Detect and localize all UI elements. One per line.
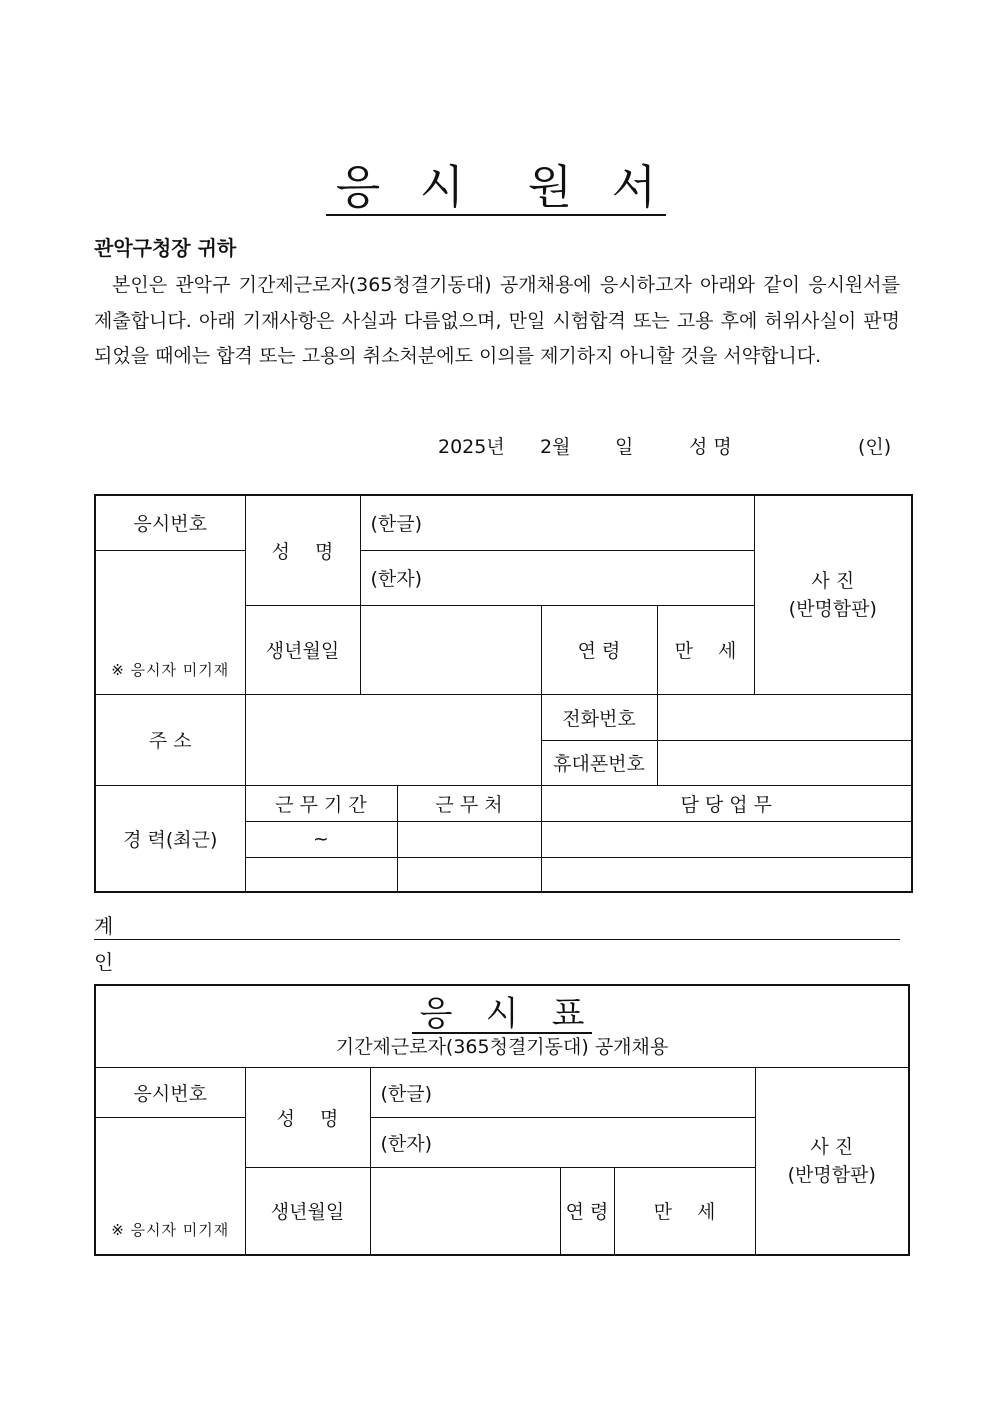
name-hanja-field[interactable]: (한자) (360, 550, 754, 605)
ticket-photo-label: 사 진 (810, 1135, 854, 1158)
exam-ticket-table (94, 984, 910, 1256)
title-char: 시 (419, 160, 465, 214)
cut-line (94, 939, 900, 940)
name-label: 성 명 (245, 495, 360, 605)
ticket-name-hangul-field[interactable]: (한글) (370, 1067, 755, 1117)
declaration-text: 본인은 관악구 기간제근로자(365청결기동대) 공개채용에 응시하고자 아래와 같이 응시원서를 제출합니다. 아래 기재사항은 사실과 다름없으며, 만일 시험합격 또는 고용 후에 허위사실이 판명되었을 때에는 합격 또는 고용의 취소처분에도 이의를 제기하지 아니할 것을 서약합니다. (94, 274, 900, 367)
exam-number-label: 응시번호 (95, 495, 245, 550)
date-month: 2월 (540, 436, 571, 458)
ticket-birth-date-label: 생년월일 (245, 1167, 370, 1255)
cut-mark-bottom: 인 (94, 950, 114, 974)
career-label: 경 력(최근) (95, 785, 245, 892)
ticket-photo-size-label: (반명함판) (787, 1163, 876, 1186)
ticket-name-label: 성 명 (245, 1067, 370, 1167)
ticket-birth-date-field[interactable] (370, 1167, 560, 1255)
phone-field[interactable] (657, 694, 912, 740)
ticket-age-label: 연 령 (560, 1167, 614, 1255)
workplace-header: 근 무 처 (397, 785, 541, 821)
photo-label: 사 진 (811, 569, 855, 592)
age-field[interactable]: 만 세 (657, 605, 754, 694)
seal-mark: (인) (858, 436, 892, 458)
photo-size-label: (반명함판) (788, 597, 877, 620)
title-char: 원 (527, 160, 573, 214)
birth-date-field[interactable] (360, 605, 541, 694)
form-title (326, 160, 666, 216)
ticket-header (95, 985, 909, 1067)
ticket-title-char: 시 (485, 994, 519, 1035)
ticket-subtitle: 기간제근로자(365청결기동대) 공개채용 (335, 1036, 669, 1059)
ticket-title (412, 996, 592, 1034)
work-period-header: 근 무 기 간 (245, 785, 397, 821)
duties-field[interactable] (541, 821, 912, 857)
workplace-field[interactable] (397, 821, 541, 857)
page-title (0, 160, 992, 216)
date-day: 일 (615, 436, 634, 458)
work-period-field[interactable] (245, 857, 397, 892)
address-label: 주 소 (95, 694, 245, 785)
ticket-exam-number-label: 응시번호 (95, 1067, 245, 1117)
title-char: 서 (611, 160, 657, 214)
work-period-field[interactable]: ~ (245, 821, 397, 857)
phone-label: 전화번호 (541, 694, 657, 740)
recipient: 관악구청장 귀하 (94, 236, 237, 260)
ticket-applicant-note: ※ 응시자 미기재 (95, 1117, 245, 1255)
name-hangul-field[interactable]: (한글) (360, 495, 754, 550)
cut-mark-top: 계 (94, 914, 114, 938)
mobile-field[interactable] (657, 740, 912, 785)
duties-field[interactable] (541, 857, 912, 892)
photo-box[interactable] (754, 495, 912, 694)
date-year: 2025년 (438, 436, 505, 458)
mobile-label: 휴대폰번호 (541, 740, 657, 785)
birth-date-label: 생년월일 (245, 605, 360, 694)
application-table (94, 494, 913, 893)
applicant-note: ※ 응시자 미기재 (95, 550, 245, 694)
title-char: 응 (335, 160, 381, 214)
ticket-title-char: 응 (419, 994, 453, 1035)
signature-name-label: 성 명 (689, 436, 732, 458)
ticket-title-char: 표 (551, 994, 585, 1035)
duties-header: 담 당 업 무 (541, 785, 912, 821)
ticket-photo-box[interactable] (755, 1067, 909, 1255)
ticket-name-hanja-field[interactable]: (한자) (370, 1117, 755, 1167)
address-field[interactable] (245, 694, 541, 785)
age-label: 연 령 (541, 605, 657, 694)
ticket-age-field[interactable]: 만 세 (614, 1167, 755, 1255)
workplace-field[interactable] (397, 857, 541, 892)
